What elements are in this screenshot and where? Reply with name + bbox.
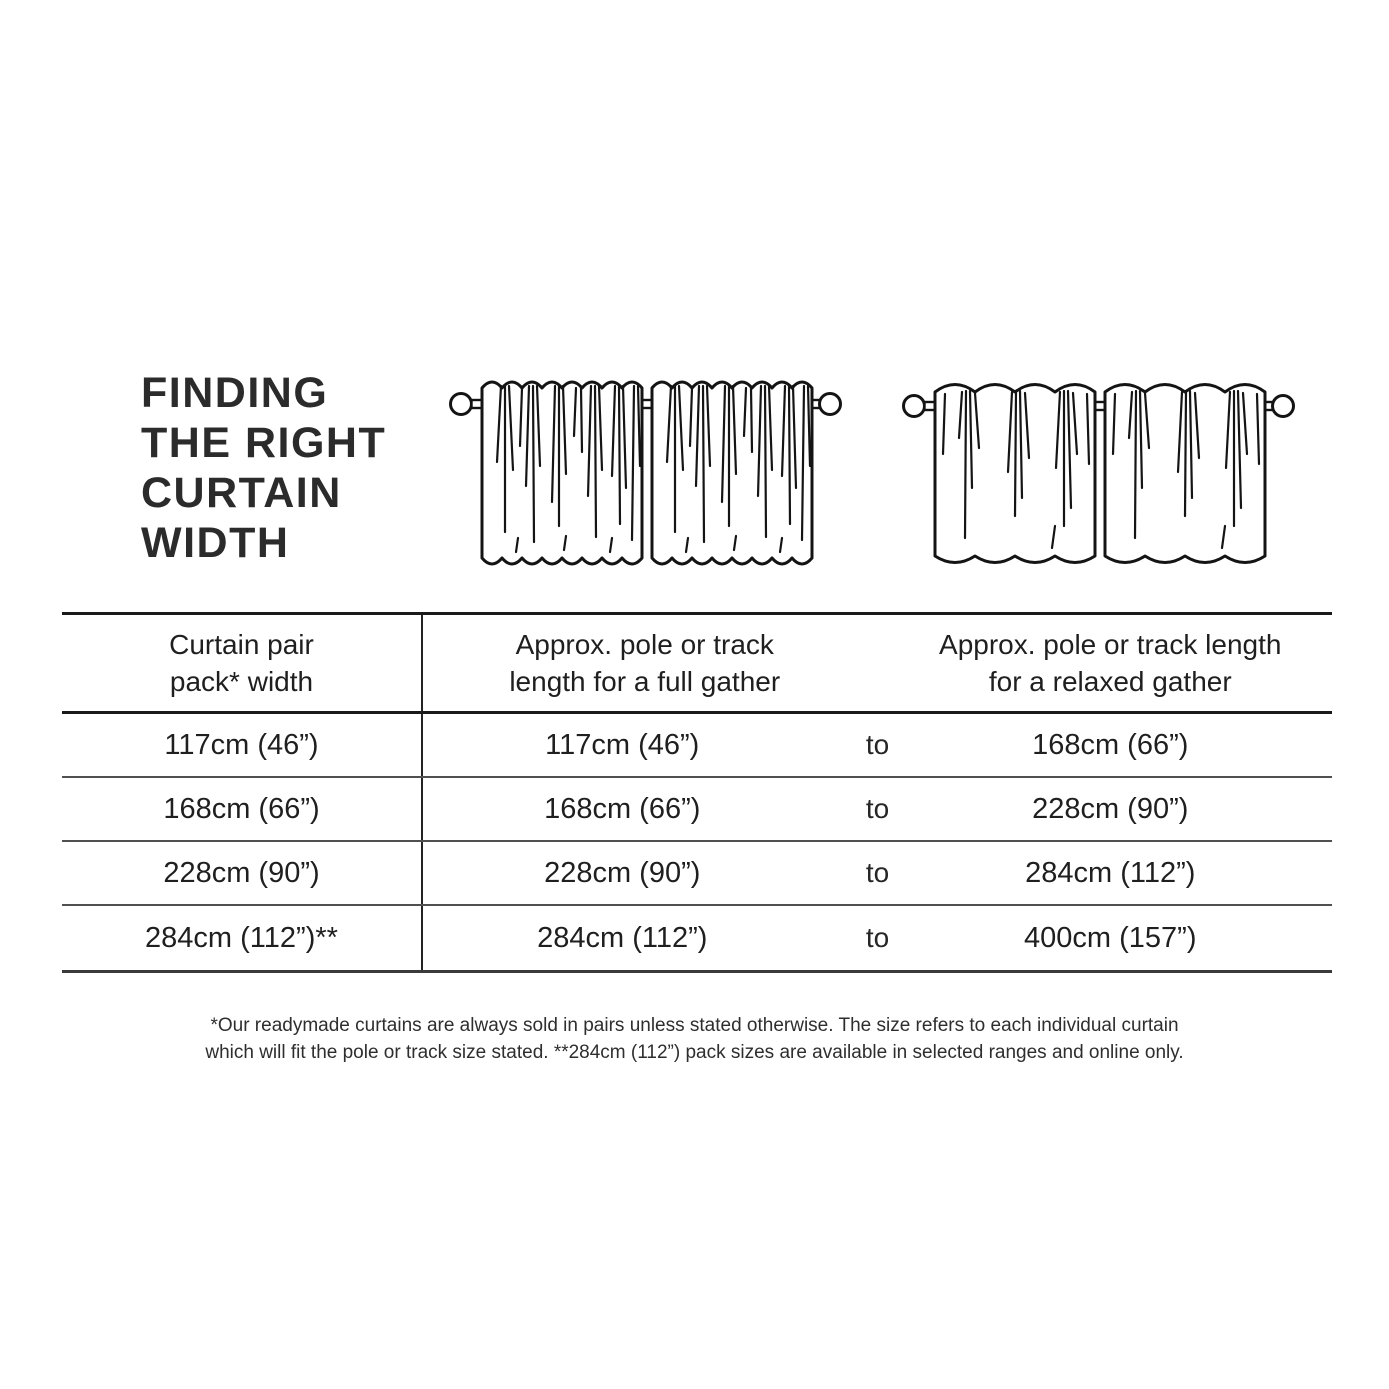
pole-finial-left	[904, 396, 925, 417]
footnote	[0, 1012, 1389, 1066]
header-line: pack* width	[169, 666, 314, 697]
relaxed-gather-cell: 400cm (157”)	[1024, 921, 1197, 954]
column-header-pack-width	[62, 615, 423, 711]
full-gather-cell: 168cm (66”)	[544, 792, 701, 825]
header-spacer	[822, 615, 934, 711]
curtains-relaxed-gather-illustration	[902, 376, 1295, 576]
pack-width-cell: 168cm (66”)	[62, 778, 423, 840]
pole-finial-left	[451, 394, 472, 415]
table-row	[62, 714, 1332, 778]
page-title	[141, 368, 386, 568]
column-header-full-gather	[423, 615, 822, 711]
pole-finial-right	[1273, 396, 1294, 417]
table-row	[62, 906, 1332, 970]
range-connector: to	[865, 857, 890, 888]
column-header-relaxed-gather	[934, 615, 1333, 711]
full-gather-cell: 284cm (112”)	[537, 921, 708, 954]
pack-width-cell: 284cm (112”)**	[62, 906, 423, 970]
curtains-full-gather-illustration	[449, 374, 842, 576]
footnote-line: *Our readymade curtains are always sold in pairs unless stated otherwise. The size refers to each individual curtain	[210, 1015, 1179, 1036]
curtains-relaxed-gather-icon	[902, 376, 1295, 576]
header-line: for a relaxed gather	[988, 666, 1232, 697]
range-connector: to	[865, 729, 890, 760]
pole-finial-right	[820, 394, 841, 415]
page-title-line: CURTAIN	[141, 469, 342, 517]
page-title-line: FINDING	[141, 369, 329, 417]
range-connector: to	[865, 922, 890, 953]
curtains-full-gather-icon	[449, 374, 842, 576]
footnote-line: which will fit the pole or track size stated. **284cm (112”) pack sizes are available in selected ranges and online only.	[205, 1042, 1184, 1063]
full-gather-cell: 117cm (46”)	[545, 728, 700, 761]
table-row	[62, 778, 1332, 842]
pack-width-cell: 117cm (46”)	[62, 714, 423, 776]
header-line: length for a full gather	[509, 666, 781, 697]
pack-width-cell: 228cm (90”)	[62, 842, 423, 904]
relaxed-gather-cell: 228cm (90”)	[1032, 792, 1189, 825]
header-line: Curtain pair	[169, 629, 314, 660]
full-gather-cell: 228cm (90”)	[544, 856, 701, 889]
range-connector: to	[865, 793, 890, 824]
relaxed-gather-cell: 284cm (112”)	[1025, 856, 1196, 889]
relaxed-gather-cell: 168cm (66”)	[1032, 728, 1189, 761]
curtain-size-table	[62, 612, 1332, 973]
table-row	[62, 842, 1332, 906]
page-title-line: THE RIGHT	[141, 419, 387, 467]
header-line: Approx. pole or track length	[939, 629, 1282, 660]
page-title-line: WIDTH	[141, 519, 290, 567]
header-line: Approx. pole or track	[515, 629, 774, 660]
table-header-row	[62, 615, 1332, 714]
